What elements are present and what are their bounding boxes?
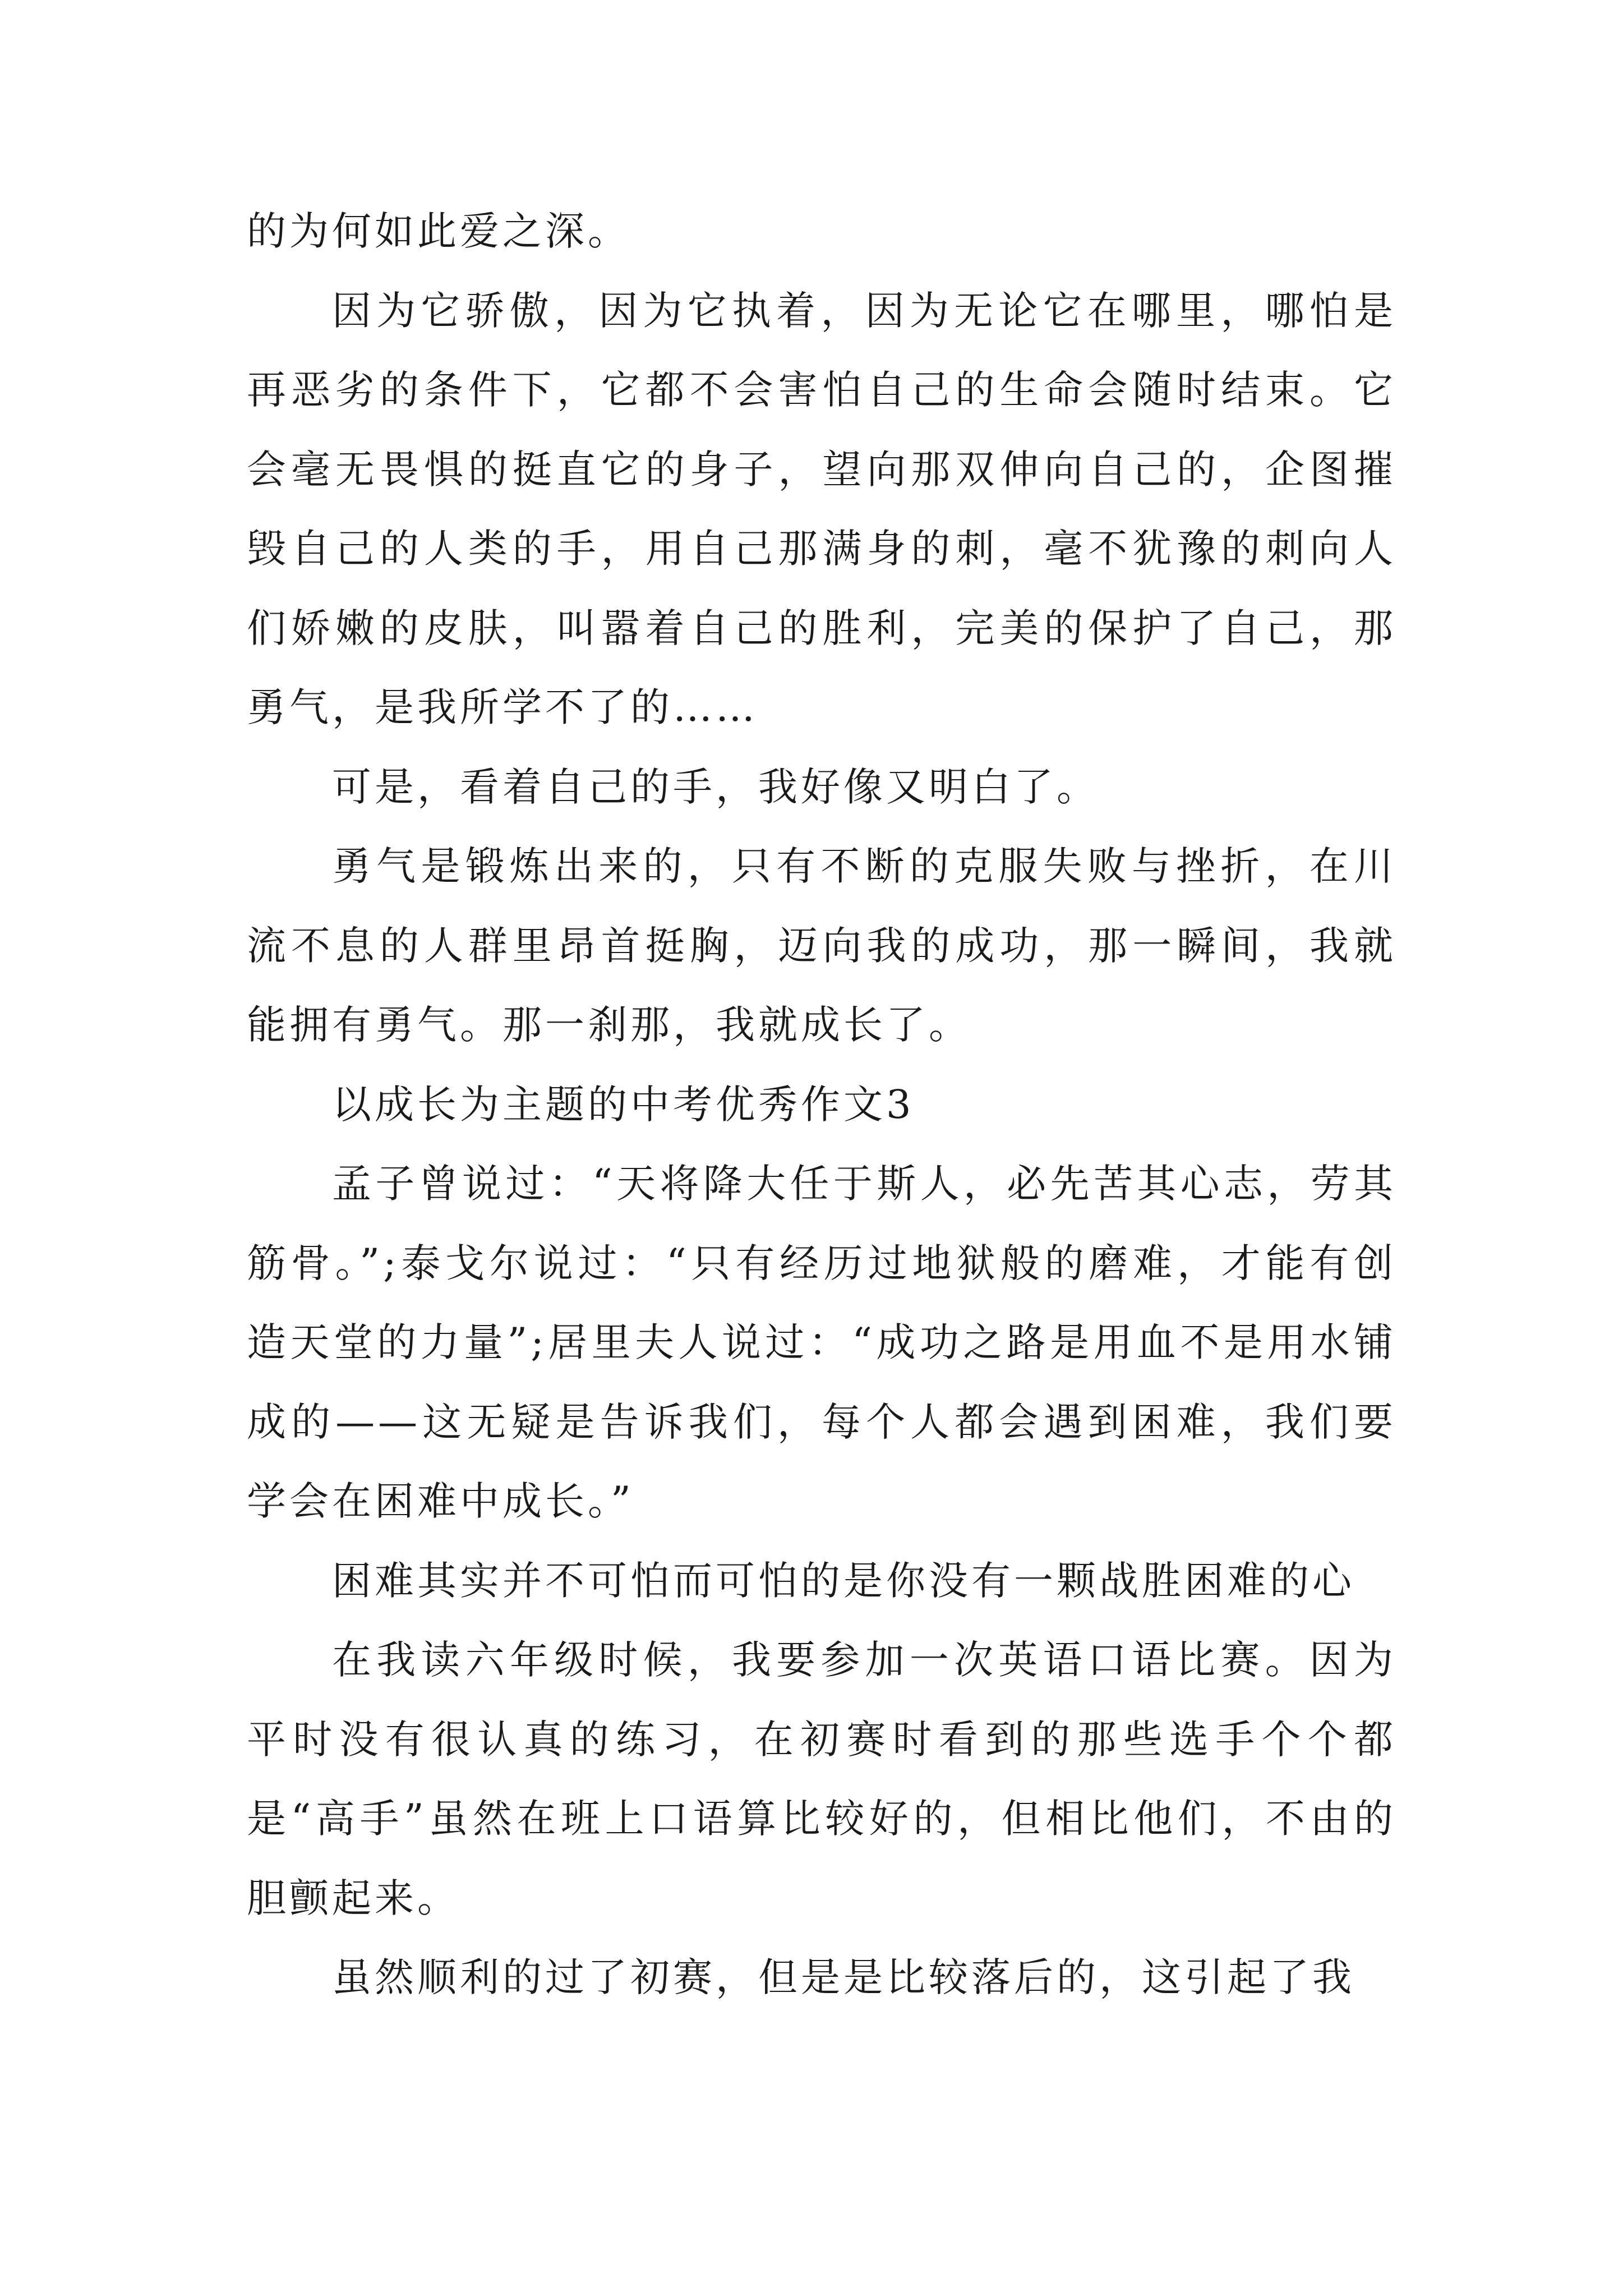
paragraph: 因为它骄傲，因为它执着，因为无论它在哪里，哪怕是再恶劣的条件下，它都不会害怕自己的生命会随时结束。它会毫无畏惧的挺直它的身子，望向那双伸向自己的，企图摧毁自己的人类的手，用自己那满身的刺，毫不犹豫的刺向人们娇嫩的皮肤，叫嚣着自己的胜利，完美的保护了自己，那勇气，是我所学不了的……	[247, 287, 1396, 730]
section-heading: 以成长为主题的中考优秀作文3	[332, 1081, 915, 1128]
paragraph: 勇气是锻炼出来的，只有不断的克服失败与挫折，在川流不息的人群里昂首挺胸，迈向我的成功，那一瞬间，我就能拥有勇气。那一刹那，我就成长了。	[247, 843, 1396, 1048]
paragraph: 虽然顺利的过了初赛，但是是比较落后的，这引起了我	[332, 1954, 1355, 2000]
article-body	[247, 192, 1396, 2018]
paragraph: 的为何如此爱之深。	[247, 208, 630, 254]
paragraph: 可是，看着自己的手，我好像又明白了。	[332, 763, 1099, 810]
paragraph: 困难其实并不可怕而可怕的是你没有一颗战胜困难的心	[332, 1557, 1355, 1604]
paragraph: 孟子曾说过：“天将降大任于斯人，必先苦其心志，劳其筋骨。”;泰戈尔说过：“只有经历过地狱般的磨难，才能有创造天堂的力量”;居里夫人说过：“成功之路是用血不是用水铺成的——这无疑是告诉我们，每个人都会遇到困难，我们要学会在困难中成长。”	[247, 1161, 1396, 1524]
paragraph: 在我读六年级时候，我要参加一次英语口语比赛。因为平时没有很认真的练习，在初赛时看到的那些选手个个都是“高手”虽然在班上口语算比较好的，但相比他们，不由的胆颤起来。	[247, 1637, 1396, 1921]
